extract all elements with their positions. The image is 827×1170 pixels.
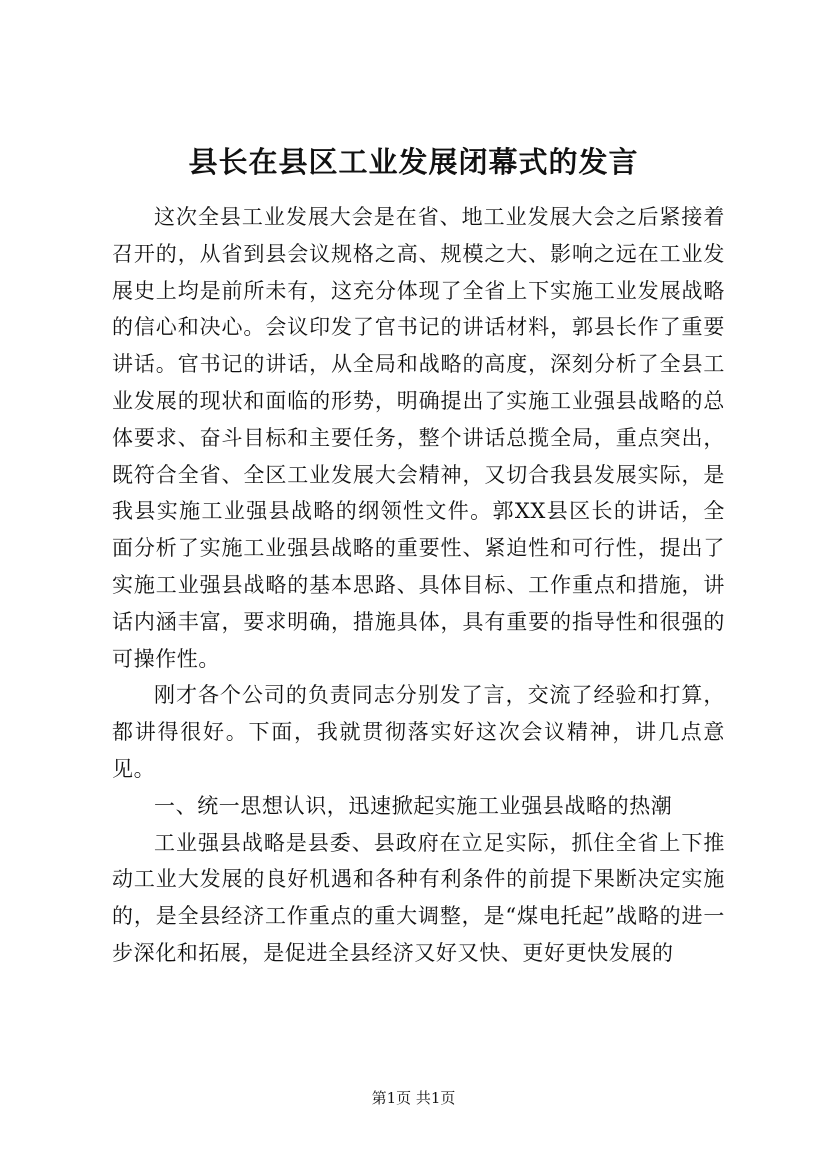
document-body <box>112 199 725 972</box>
page-footer: 第1页 共1页 <box>371 1089 456 1107</box>
section-heading-1: 一、统一思想认识，迅速掀起实施工业强县战略的热潮 <box>154 793 673 818</box>
paragraph-3: 工业强县战略是县委、县政府在立足实际，抓住全省上下推动工业大发展的良好机遇和各种有利条件的前提下果断决定实施的，是全县经济工作重点的重大调整，是“煤电托起”战略的进一步深化和拓展，是促进全县经济又好又快、更好更快发展的 <box>112 830 725 965</box>
paragraph-1: 这次全县工业发展大会是在省、地工业发展大会之后紧接着召开的，从省到县会议规格之高、规模之大、影响之远在工业发展史上均是前所未有，这充分体现了全省上下实施工业发展战略的信心和决心。会议印发了官书记的讲话材料，郭县长作了重要讲话。官书记的讲话，从全局和战略的高度，深刻分析了全县工业发展的现状和面临的形势，明确提出了实施工业强县战略的总体要求、奋斗目标和主要任务，整个讲话总揽全局，重点突出，既符合全省、全区工业发展大会精神，又切合我县发展实际，是我县实施工业强县战略的纲领性文件。郭XX县区长的讲话，全面分析了实施工业强县战略的重要性、紧迫性和可行性，提出了实施工业强县战略的基本思路、具体目标、工作重点和措施，讲话内涵丰富，要求明确，措施具体，具有重要的指导性和很强的可操作性。 <box>112 205 725 671</box>
paragraph-2: 刚才各个公司的负责同志分别发了言，交流了经验和打算，都讲得很好。下面，我就贯彻落实好这次会议精神，讲几点意见。 <box>112 683 725 781</box>
document-title: 县长在县区工业发展闭幕式的发言 <box>188 145 639 179</box>
